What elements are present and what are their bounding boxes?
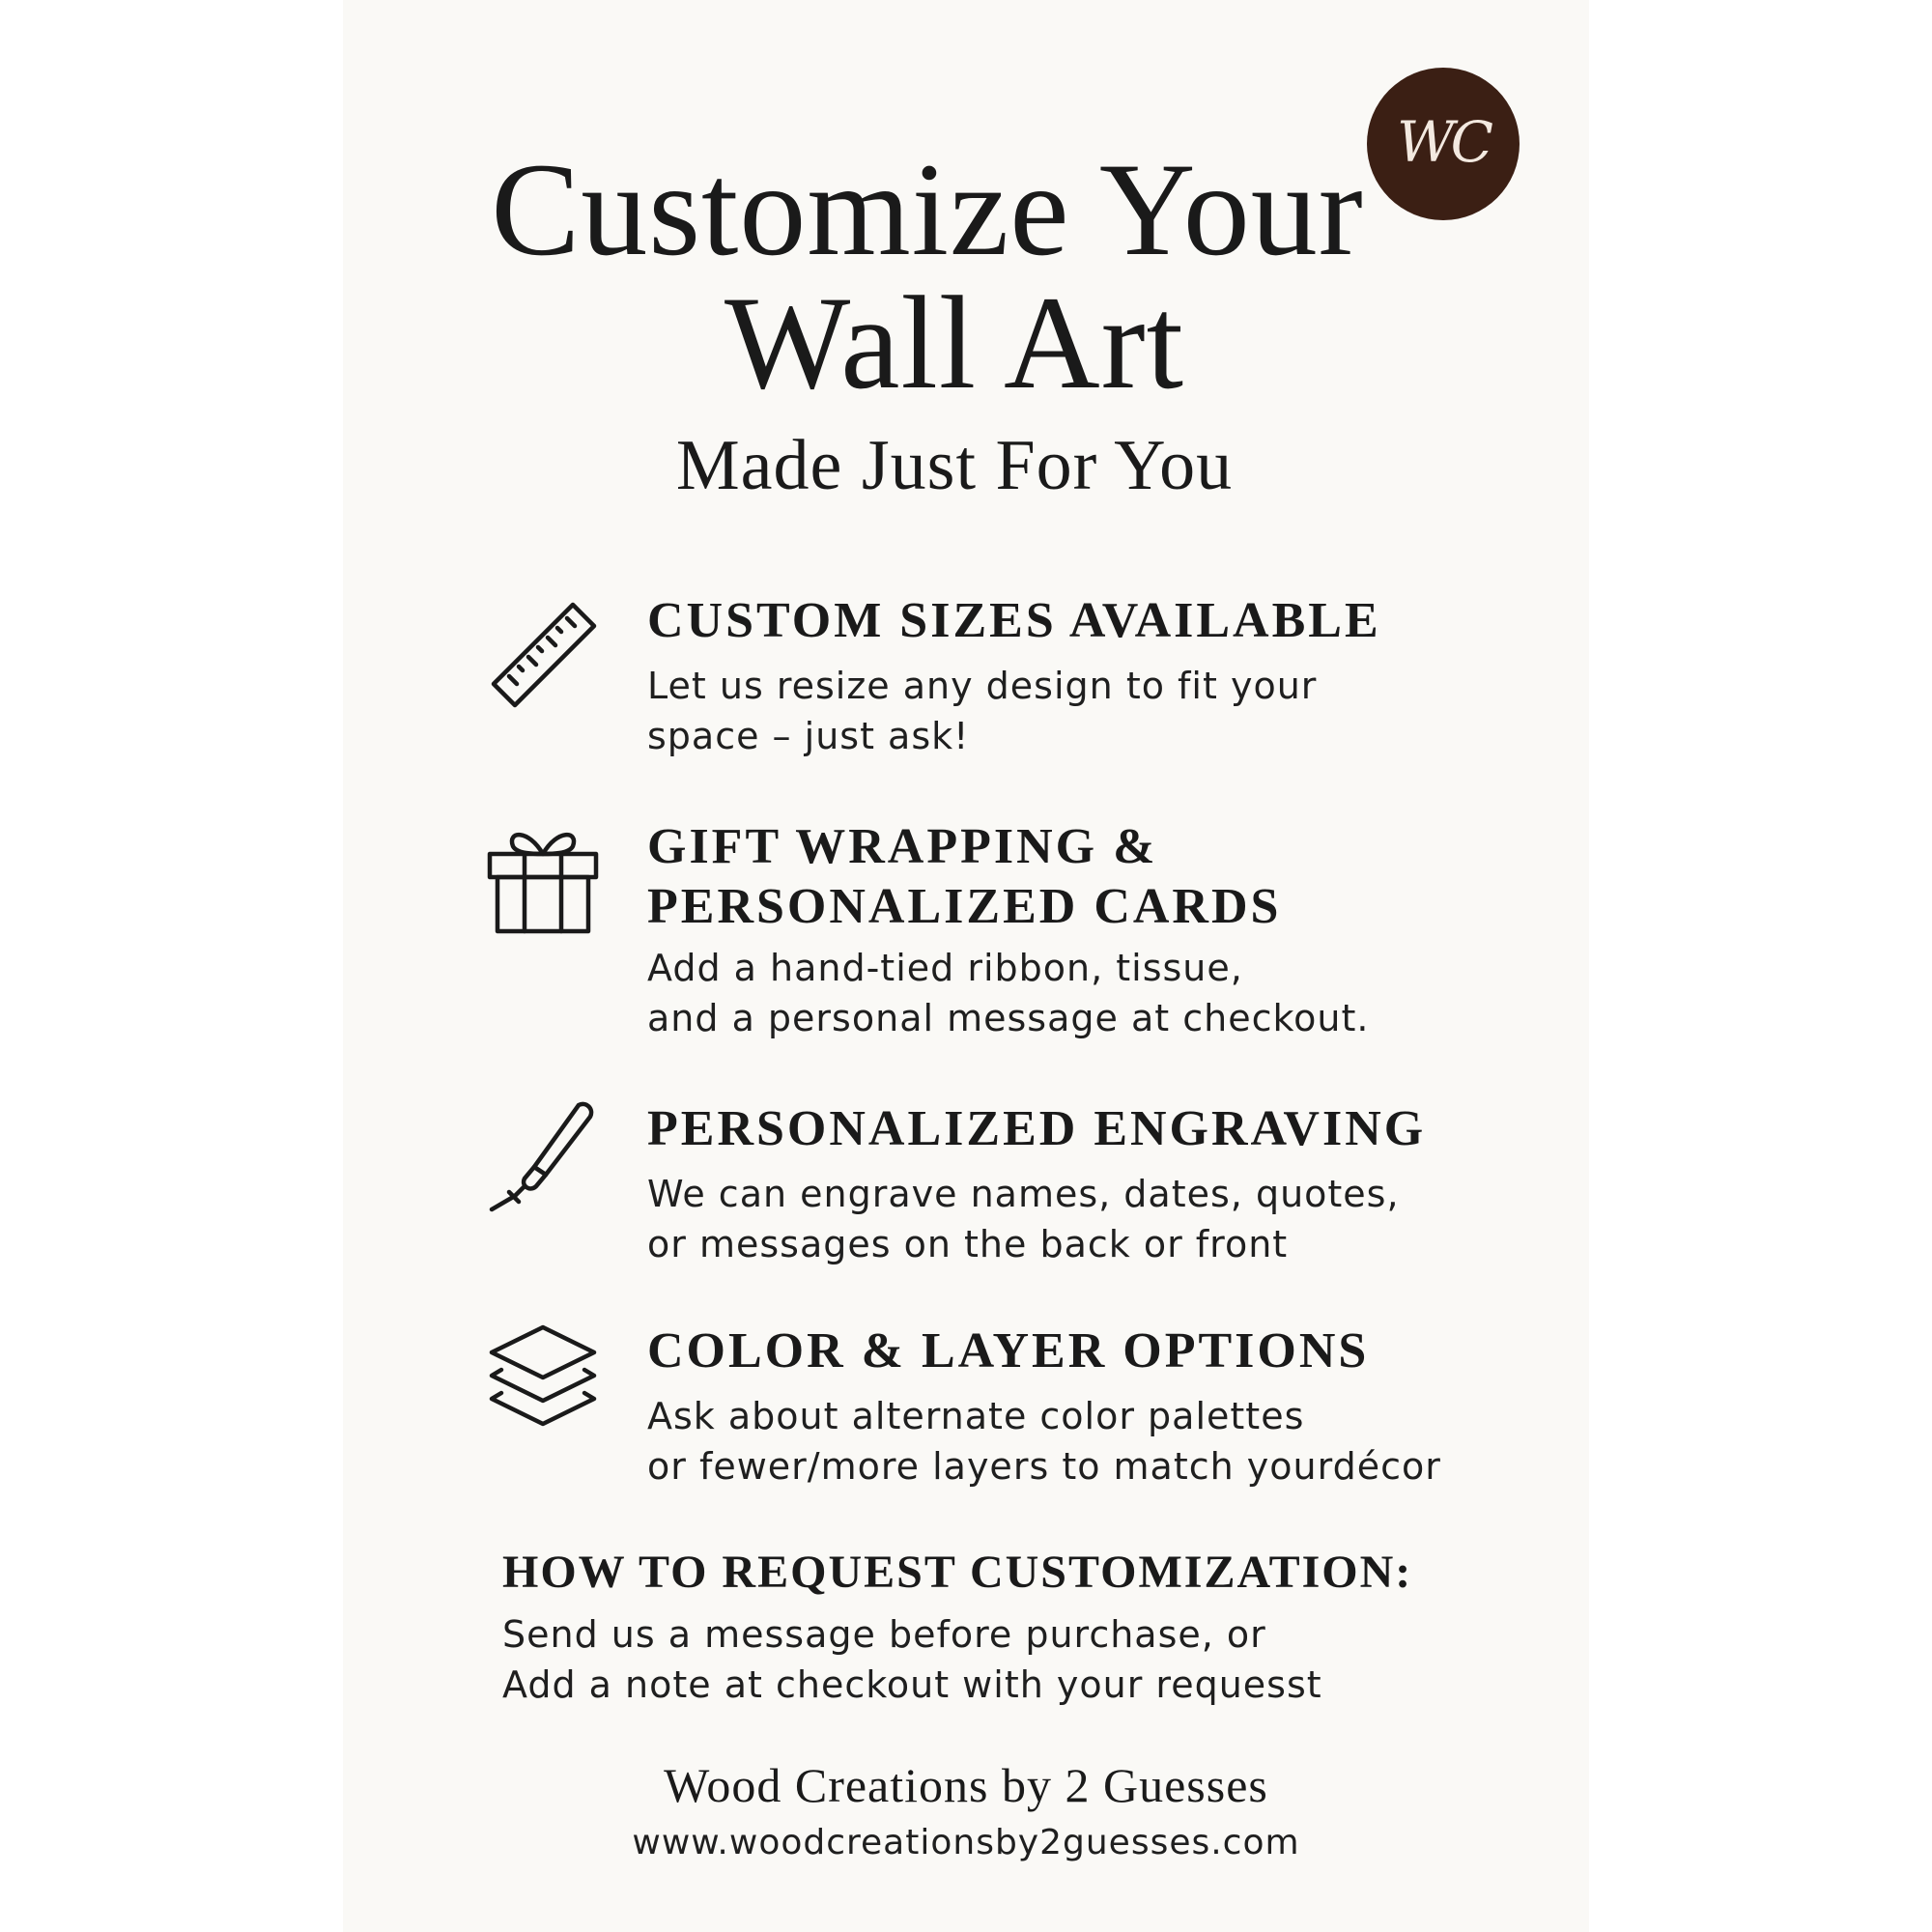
feature-heading-line: CUSTOM SIZES AVAILABLE bbox=[647, 593, 1381, 648]
feature-body-line: Add a hand-tied ribbon, tissue, bbox=[647, 947, 1243, 989]
feature-body bbox=[647, 661, 1317, 761]
feature-body-line: and a personal message at checkout. bbox=[647, 997, 1370, 1039]
feature-body-line: Let us resize any design to fit your bbox=[647, 665, 1318, 707]
feature-body bbox=[647, 1169, 1400, 1269]
logo-sub bbox=[1442, 174, 1444, 180]
website-link[interactable]: www.woodcreationsby2guesses.com bbox=[632, 1823, 1300, 1862]
feature-body-line: Ask about alternate color palettes bbox=[647, 1395, 1305, 1437]
engraving-pen-icon bbox=[486, 1099, 600, 1213]
feature-body-line: We can engrave names, dates, quotes, bbox=[647, 1173, 1400, 1215]
feature-heading bbox=[647, 1099, 1426, 1159]
page-subtitle: Made Just For You bbox=[675, 426, 1234, 505]
request-line: Add a note at checkout with your requesst bbox=[502, 1663, 1322, 1706]
feature-heading-line: PERSONALIZED CARDS bbox=[647, 879, 1282, 934]
page-title-line-1: Customize Your bbox=[491, 135, 1364, 283]
layers-icon bbox=[486, 1323, 600, 1437]
feature-body bbox=[647, 1391, 1441, 1492]
gift-icon bbox=[486, 821, 600, 935]
info-card bbox=[343, 0, 1589, 1932]
feature-heading-line: COLOR & LAYER OPTIONS bbox=[647, 1323, 1370, 1378]
ruler-icon bbox=[486, 601, 600, 715]
wc-monogram-logo bbox=[1367, 68, 1520, 220]
feature-body-line: or fewer/more layers to match yourdécor bbox=[647, 1445, 1441, 1488]
feature-heading bbox=[647, 1321, 1369, 1381]
request-line: Send us a message before purchase, or bbox=[502, 1613, 1266, 1656]
logo-mark: WC bbox=[1397, 109, 1490, 175]
brand-name: Wood Creations by 2 Guesses bbox=[664, 1758, 1268, 1812]
feature-body-line: or messages on the back or front bbox=[647, 1223, 1289, 1265]
feature-heading-line: GIFT WRAPPING & bbox=[647, 819, 1158, 874]
feature-heading bbox=[647, 817, 1281, 937]
feature-heading-line: PERSONALIZED ENGRAVING bbox=[647, 1101, 1427, 1156]
page-title-line-2: Wall Art bbox=[724, 269, 1184, 416]
feature-body bbox=[647, 943, 1369, 1043]
feature-body-line: space – just ask! bbox=[647, 715, 970, 757]
request-heading: HOW TO REQUEST CUSTOMIZATION: bbox=[502, 1547, 1413, 1598]
feature-heading bbox=[647, 591, 1381, 651]
